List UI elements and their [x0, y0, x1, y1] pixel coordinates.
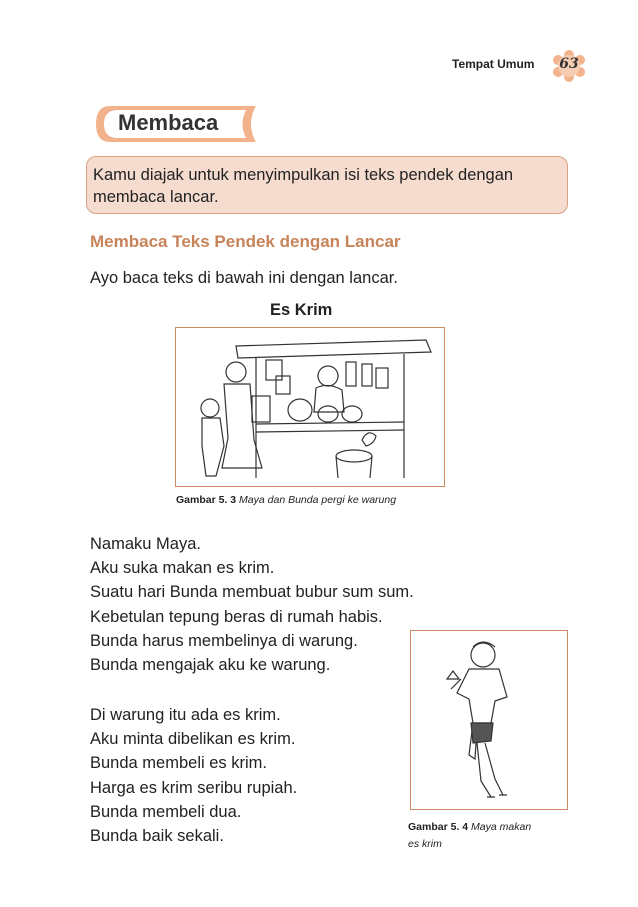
- figure-2-text-1: Maya makan: [471, 821, 532, 833]
- story-line: Di warung itu ada es krim.: [90, 706, 281, 724]
- figure-1-text: Maya dan Bunda pergi ke warung: [239, 494, 397, 506]
- objective-line-2: membaca lancar.: [93, 188, 219, 206]
- figure-1-caption: [176, 494, 396, 506]
- story-line: Bunda membeli dua.: [90, 802, 242, 821]
- story-line: Harga es krim seribu rupiah.: [90, 778, 298, 797]
- figure-2-label: Gambar 5. 4: [408, 821, 469, 833]
- page-number-badge: [551, 50, 587, 82]
- story-line: Bunda harus membelinya di warung.: [90, 631, 358, 650]
- story-line: Namaku Maya.: [90, 535, 201, 553]
- girl-eating-ice-cream-illustration: [411, 631, 566, 808]
- learning-objective-box: [86, 156, 568, 214]
- story-line: Kebetulan tepung beras di rumah habis.: [90, 607, 383, 626]
- story-line: Bunda baik sekali.: [90, 827, 224, 846]
- story-line: Bunda membeli es krim.: [90, 754, 267, 773]
- figure-2-text-2: es krim: [408, 838, 442, 850]
- figure-1-label: Gambar 5. 3: [176, 494, 237, 506]
- objective-line-1: Kamu diajak untuk menyimpulkan isi teks pendek dengan: [93, 166, 514, 184]
- story-line: Aku minta dibelikan es krim.: [90, 730, 296, 749]
- story-paragraph-1: [90, 532, 414, 677]
- subheading: Membaca Teks Pendek dengan Lancar: [90, 232, 401, 251]
- figure-2-caption: [408, 819, 568, 853]
- figure-warung: [175, 327, 445, 487]
- running-header-title: Tempat Umum: [452, 57, 535, 71]
- story-line: Aku suka makan es krim.: [90, 559, 275, 578]
- section-label: Membaca: [118, 110, 219, 135]
- story-line: Bunda mengajak aku ke warung.: [90, 656, 331, 675]
- figure-girl-ice-cream: [410, 630, 568, 810]
- story-title: Es Krim: [270, 301, 333, 319]
- instruction-text: Ayo baca teks di bawah ini dengan lancar.: [90, 269, 398, 287]
- story-line: Suatu hari Bunda membuat bubur sum sum.: [90, 583, 414, 602]
- story-paragraph-2: [90, 703, 297, 848]
- page-number: 63: [559, 56, 579, 72]
- warung-illustration: [176, 328, 443, 485]
